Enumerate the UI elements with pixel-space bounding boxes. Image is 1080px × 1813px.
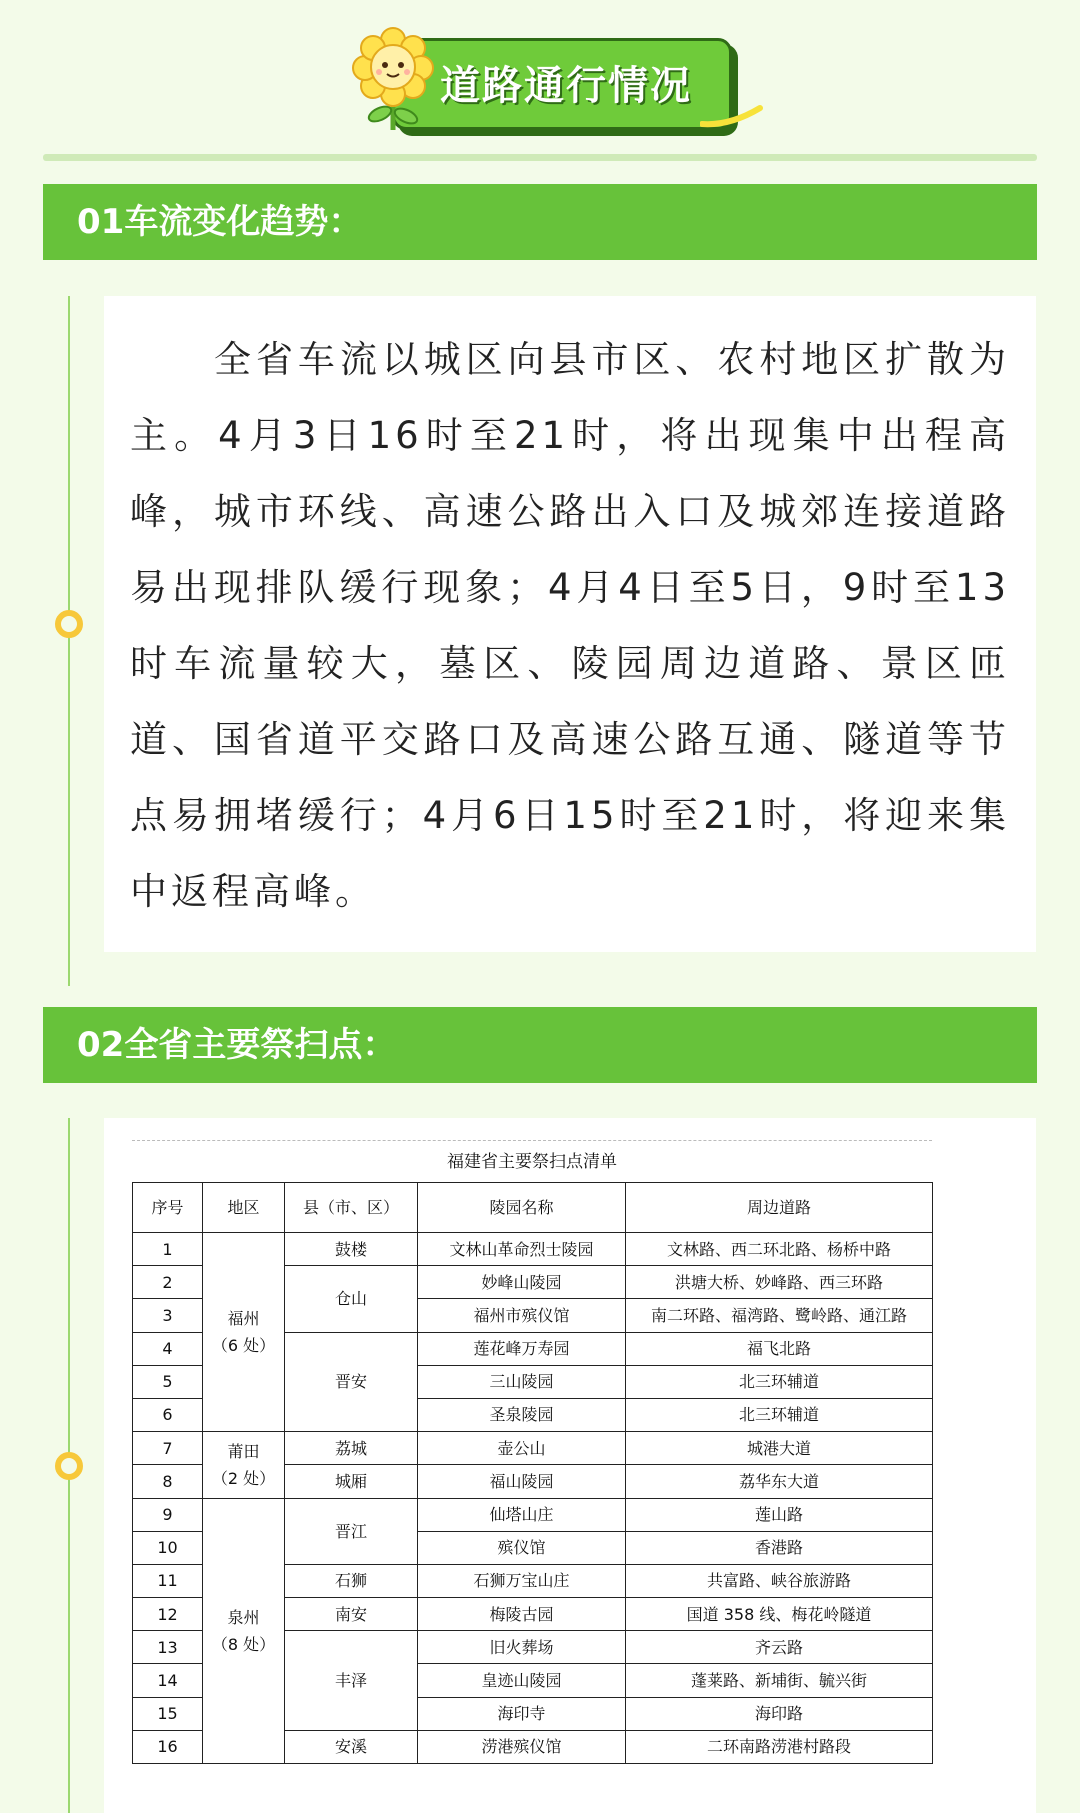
- cell-no: 12: [133, 1598, 203, 1631]
- page-title: 道路通行情况: [440, 63, 692, 109]
- cell-no: 8: [133, 1465, 203, 1498]
- cell-cemetery: 皇迹山陵园: [418, 1664, 626, 1697]
- cell-roads: 福飞北路: [626, 1332, 933, 1365]
- cell-cemetery: 文林山革命烈士陵园: [418, 1233, 626, 1266]
- cell-roads: 蓬莱路、新埔街、毓兴街: [626, 1664, 933, 1697]
- region-count: （6 处）: [211, 1336, 276, 1356]
- page-header: [0, 0, 1080, 160]
- column-header-cemetery: 陵园名称: [418, 1183, 626, 1233]
- cell-roads: 二环南路涝港村路段: [626, 1730, 933, 1763]
- section-title: 02全省主要祭扫点：: [77, 1025, 397, 1065]
- cell-county: 鼓楼: [285, 1233, 418, 1266]
- cell-roads: 荔华东大道: [626, 1465, 933, 1498]
- sites-table: [132, 1182, 933, 1764]
- cell-cemetery: 石狮万宝山庄: [418, 1564, 626, 1597]
- cell-roads: 文林路、西二环北路、杨桥中路: [626, 1233, 933, 1266]
- cell-no: 3: [133, 1299, 203, 1332]
- cell-no: 14: [133, 1664, 203, 1697]
- cell-cemetery: 旧火葬场: [418, 1631, 626, 1664]
- cell-cemetery: 福山陵园: [418, 1465, 626, 1498]
- cell-no: 10: [133, 1531, 203, 1564]
- cell-roads: 洪塘大桥、妙峰路、西三环路: [626, 1266, 933, 1299]
- sites-table-container: [132, 1140, 932, 1764]
- cell-cemetery: 仙塔山庄: [418, 1498, 626, 1531]
- cell-no: 4: [133, 1332, 203, 1365]
- section-header-traffic-trend: [43, 184, 1037, 260]
- cell-county: 城厢: [285, 1465, 418, 1498]
- table-caption: 福建省主要祭扫点清单: [132, 1140, 932, 1182]
- column-header-county: 县（市、区）: [285, 1183, 418, 1233]
- cell-cemetery: 圣泉陵园: [418, 1398, 626, 1431]
- column-header-no: 序号: [133, 1183, 203, 1233]
- cell-region-fuzhou: [203, 1233, 285, 1432]
- cell-no: 15: [133, 1697, 203, 1730]
- cell-cemetery: 妙峰山陵园: [418, 1266, 626, 1299]
- cell-roads: 海印路: [626, 1697, 933, 1730]
- timeline-line: [68, 296, 70, 986]
- cell-cemetery: 福州市殡仪馆: [418, 1299, 626, 1332]
- cell-no: 6: [133, 1398, 203, 1431]
- traffic-trend-paragraph: 全省车流以城区向县市区、农村地区扩散为主。4月3日16时至21时，将出现集中出程高峰，城市环线、高速公路出入口及城郊连接道路易出现排队缓行现象；4月4日至5日，9时至13时车流量较大，墓区、陵园周边道路、景区匝道、国省道平交路口及高速公路互通、隧道等节点易拥堵缓行；4月6日15时至21时，将迎来集中返程高峰。: [130, 338, 1010, 913]
- timeline-dot-icon: [55, 610, 83, 638]
- region-count: （8 处）: [211, 1634, 276, 1654]
- cell-county: 晋江: [285, 1498, 418, 1564]
- table-header-row: [133, 1183, 933, 1233]
- cell-no: 13: [133, 1631, 203, 1664]
- cell-no: 16: [133, 1730, 203, 1763]
- cell-county: 南安: [285, 1598, 418, 1631]
- cell-roads: 齐云路: [626, 1631, 933, 1664]
- cell-cemetery: 梅陵古园: [418, 1598, 626, 1631]
- section-header-main-sites: [43, 1007, 1037, 1083]
- cell-county: 安溪: [285, 1730, 418, 1763]
- cell-roads: 莲山路: [626, 1498, 933, 1531]
- cell-cemetery: 殡仪馆: [418, 1531, 626, 1564]
- cell-cemetery: 壶公山: [418, 1432, 626, 1465]
- cell-cemetery: 海印寺: [418, 1697, 626, 1730]
- table-row: [133, 1233, 933, 1266]
- table-row: [133, 1498, 933, 1531]
- cell-no: 2: [133, 1266, 203, 1299]
- cell-county: 仓山: [285, 1266, 418, 1332]
- section-title: 01车流变化趋势：: [77, 202, 363, 242]
- column-header-roads: 周边道路: [626, 1183, 933, 1233]
- cell-roads: 共富路、峡谷旅游路: [626, 1564, 933, 1597]
- region-count: （2 处）: [211, 1468, 276, 1488]
- region-name: 福州: [227, 1308, 260, 1328]
- cell-county: 晋安: [285, 1332, 418, 1432]
- column-header-region: 地区: [203, 1183, 285, 1233]
- sunflower-mascot-icon: [348, 26, 438, 136]
- region-name: 莆田: [227, 1441, 260, 1461]
- header-divider: [43, 154, 1037, 161]
- cell-no: 5: [133, 1365, 203, 1398]
- cell-roads: 北三环辅道: [626, 1365, 933, 1398]
- cell-cemetery: 三山陵园: [418, 1365, 626, 1398]
- region-name: 泉州: [227, 1607, 260, 1627]
- cell-roads: 北三环辅道: [626, 1398, 933, 1431]
- cell-no: 7: [133, 1432, 203, 1465]
- cell-no: 9: [133, 1498, 203, 1531]
- cell-region-putian: [203, 1432, 285, 1498]
- cell-roads: 南二环路、福湾路、鹭岭路、通江路: [626, 1299, 933, 1332]
- cell-county: 石狮: [285, 1564, 418, 1597]
- cell-county: 丰泽: [285, 1631, 418, 1731]
- cell-cemetery: 莲花峰万寿园: [418, 1332, 626, 1365]
- timeline-dot-icon: [55, 1452, 83, 1480]
- cell-region-quanzhou: [203, 1498, 285, 1764]
- cell-no: 11: [133, 1564, 203, 1597]
- cell-roads: 香港路: [626, 1531, 933, 1564]
- cell-roads: 城港大道: [626, 1432, 933, 1465]
- cell-cemetery: 涝港殡仪馆: [418, 1730, 626, 1763]
- table-row: [133, 1432, 933, 1465]
- cell-roads: 国道 358 线、梅花岭隧道: [626, 1598, 933, 1631]
- cell-no: 1: [133, 1233, 203, 1266]
- cell-county: 荔城: [285, 1432, 418, 1465]
